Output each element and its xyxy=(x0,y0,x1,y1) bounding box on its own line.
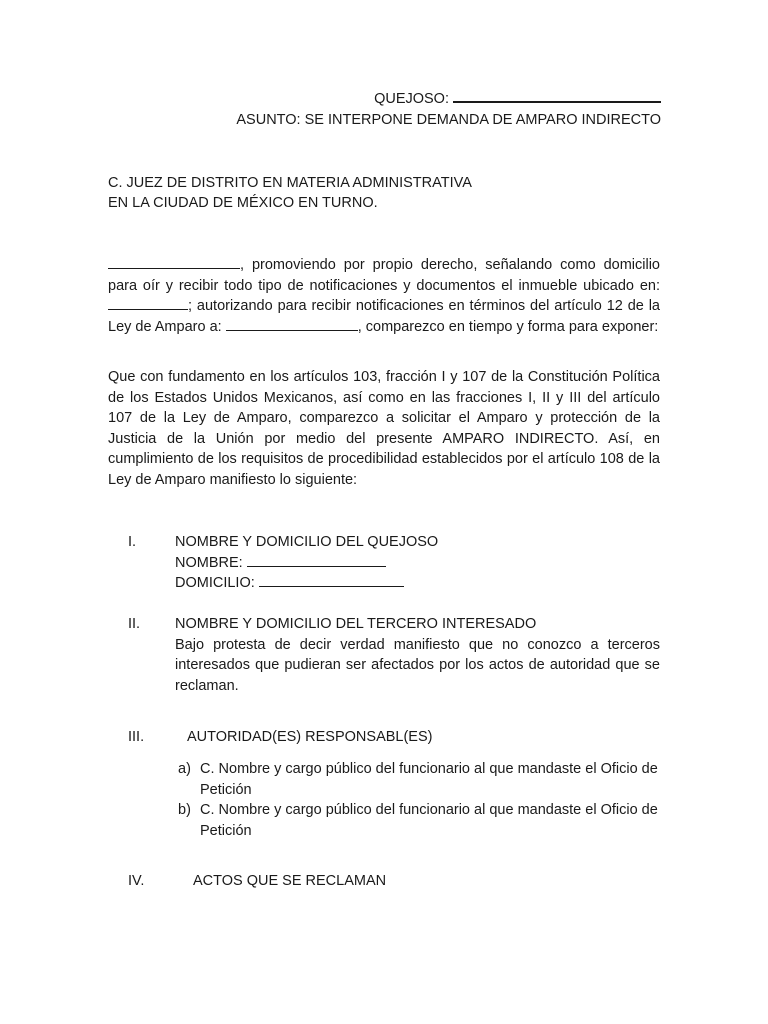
domicilio-line xyxy=(175,573,660,594)
section-iv xyxy=(108,871,660,893)
addressee-line-1: C. JUEZ DE DISTRITO EN MATERIA ADMINISTRATIVA xyxy=(108,175,472,191)
domicilio-blank xyxy=(108,297,188,310)
section-iv-number: IV. xyxy=(128,873,145,889)
intro-paragraph xyxy=(108,255,660,337)
section-iv-title: ACTOS QUE SE RECLAMAN xyxy=(193,873,387,889)
section-ii-body: Bajo protesta de decir verdad manifiesto que no conozco a terceros interesados que pudieran ser afectados por los actos de autoridad que se reclaman. xyxy=(175,636,660,694)
section-ii-title: NOMBRE Y DOMICILIO DEL TERCERO INTERESADO xyxy=(175,616,537,632)
autoridades-list xyxy=(178,759,660,841)
autorizado-blank xyxy=(226,318,358,331)
quejoso-blank xyxy=(453,90,661,103)
asunto-line: ASUNTO: SE INTERPONE DEMANDA DE AMPARO INDIRECTO xyxy=(236,112,661,128)
section-i-number: I. xyxy=(128,534,137,550)
addressee-block xyxy=(108,173,472,213)
section-ii xyxy=(108,614,660,698)
intro-text-1: , promoviendo por propio derecho, señalando como domicilio para oír y recibir todo tipo de notificaciones y documentos el inmueble ubicado en: xyxy=(108,257,660,294)
basis-paragraph: Que con fundamento en los artículos 103, fracción I y 107 de la Constitución Política de los Estados Unidos Mexicanos, así como en las fracciones I, II y III del artículo 107 de la Ley de Amparo, comparezco a solicitar el Amparo y protección de la Justicia de la Unión por medio del presente AMPARO INDIRECTO. Así, en cumplimiento de los requisitos de procedibilidad establecidos por el artículo 108 de la Ley de Amparo manifiesto lo siguiente: xyxy=(108,369,660,488)
list-item xyxy=(178,800,660,841)
nombre-blank xyxy=(247,554,386,567)
section-iii-number: III. xyxy=(128,729,145,745)
addressee-line-2: EN LA CIUDAD DE MÉXICO EN TURNO. xyxy=(108,195,378,211)
list-item-text: C. Nombre y cargo público del funcionario al que mandaste el Oficio de Petición xyxy=(200,802,658,839)
domicilio-field-blank xyxy=(259,574,404,587)
list-item-label: a) xyxy=(178,761,191,777)
section-ii-number: II. xyxy=(128,616,141,632)
list-item-label: b) xyxy=(178,802,191,818)
section-i xyxy=(108,532,660,596)
quejoso-line xyxy=(236,89,661,110)
intro-text-3: , comparezco en tiempo y forma para exponer: xyxy=(357,318,659,335)
intro-text-2: ; autorizando para recibir notificaciones en términos del artículo 12 de la Ley de Amparo a: xyxy=(108,298,660,335)
promovente-blank xyxy=(108,256,240,269)
domicilio-label: DOMICILIO: xyxy=(175,575,255,591)
list-item xyxy=(178,759,660,800)
section-i-title: NOMBRE Y DOMICILIO DEL QUEJOSO xyxy=(175,534,439,550)
nombre-label: NOMBRE: xyxy=(175,554,243,571)
document-header xyxy=(236,89,661,131)
quejoso-label: QUEJOSO: xyxy=(374,91,449,107)
section-iii xyxy=(108,727,660,749)
nombre-line xyxy=(175,553,660,574)
list-item-text: C. Nombre y cargo público del funcionario al que mandaste el Oficio de Petición xyxy=(200,761,658,798)
section-iii-title: AUTORIDAD(ES) RESPONSABL(ES) xyxy=(187,729,433,745)
